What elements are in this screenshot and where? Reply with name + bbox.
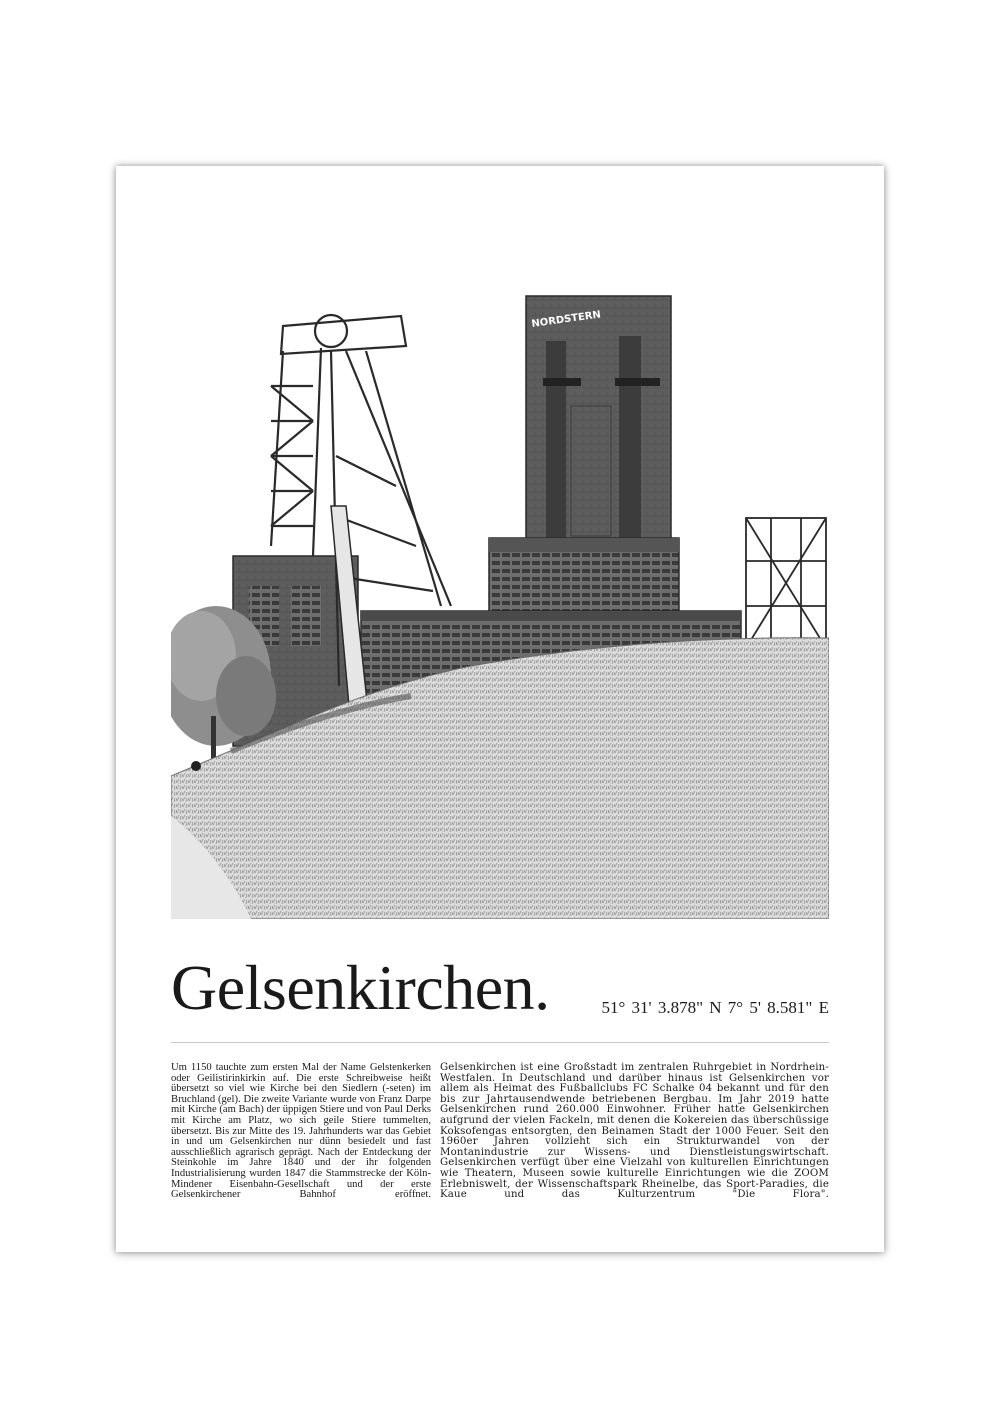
description-text: Gelsenkirchen ist eine Großstadt im zentralen Ruhrgebiet in Nordrhein-Westfalen. In Deutschland und darüber hinaus ist Gelsenkirchen vor allem als Heimat des Fußballclubs FC Schalke 04 bekannt und für den bis zur Jahrtausendwende betriebenen Bergbau. Im Jahr 2019 hatte Gelsenkirchen rund 260.000 Einwohner. Früher hatte Gelsenkirchen aufgrund der vielen Fackeln, mit denen die Kokereien das überschüssige Koksofengas entsorgten, den Beinamen Stadt der 1000 Feuer. Seit den 1960er Jahren vollzieht sich ein Strukturwandel von der Montanindustrie zur Wissens- und Dienstleistungswirtschaft. Gelsenkirchen verfügt über eine Vielzahl von kulturellen Einrichtungen wie Theatern, Museen sowie kulturelle Einrichtungen wie die ZOOM Erlebniswelt, der Wissenschaftspark Rheinelbe, das Sport-Paradies, die Kaue und das Kulturzentrum "Die Flora". — [440, 1062, 829, 1201]
coordinates: 51° 31' 3.878" N 7° 5' 8.581" E — [601, 998, 829, 1017]
history-text: Um 1150 tauchte zum ersten Mal der Name Gelstenkerken oder Geilistirinkirkin auf. Die erste Schreibweise heißt übersetzt so viel wie Kirche bei den Siedlern (-seten) im Bruchland (gel). Die zweite Variante wurde von Franz Darpe mit Kirche (am Bach) der üppigen Stiere und von Paul Derks mit Kirche am Platz, wo sich geile Stiere tummelten, übersetzt. Bis zur Mitte des 19. Jahrhunderts war das Gebiet in und um Gelsenkirchen nur dünn besiedelt und fast ausschließlich agrarisch geprägt. Nach der Entdeckung der Steinkohle im Jahre 1840 und der ihr folgenden Industrialisierung wurden 1847 die Stammstrecke der Köln-Mindener Eisenbahn-Gesellschaft und der erste Gelsenkirchener Bahnhof eröffnet. — [171, 1062, 431, 1201]
nordstern-photo — [171, 256, 829, 919]
divider — [171, 1042, 829, 1043]
poster — [116, 166, 884, 1252]
nordstern-illustration — [171, 256, 829, 919]
tower-sign: NORDSTERN — [530, 309, 602, 330]
nordstern-tower — [526, 296, 671, 546]
city-title: Gelsenkirchen. — [171, 952, 550, 1023]
